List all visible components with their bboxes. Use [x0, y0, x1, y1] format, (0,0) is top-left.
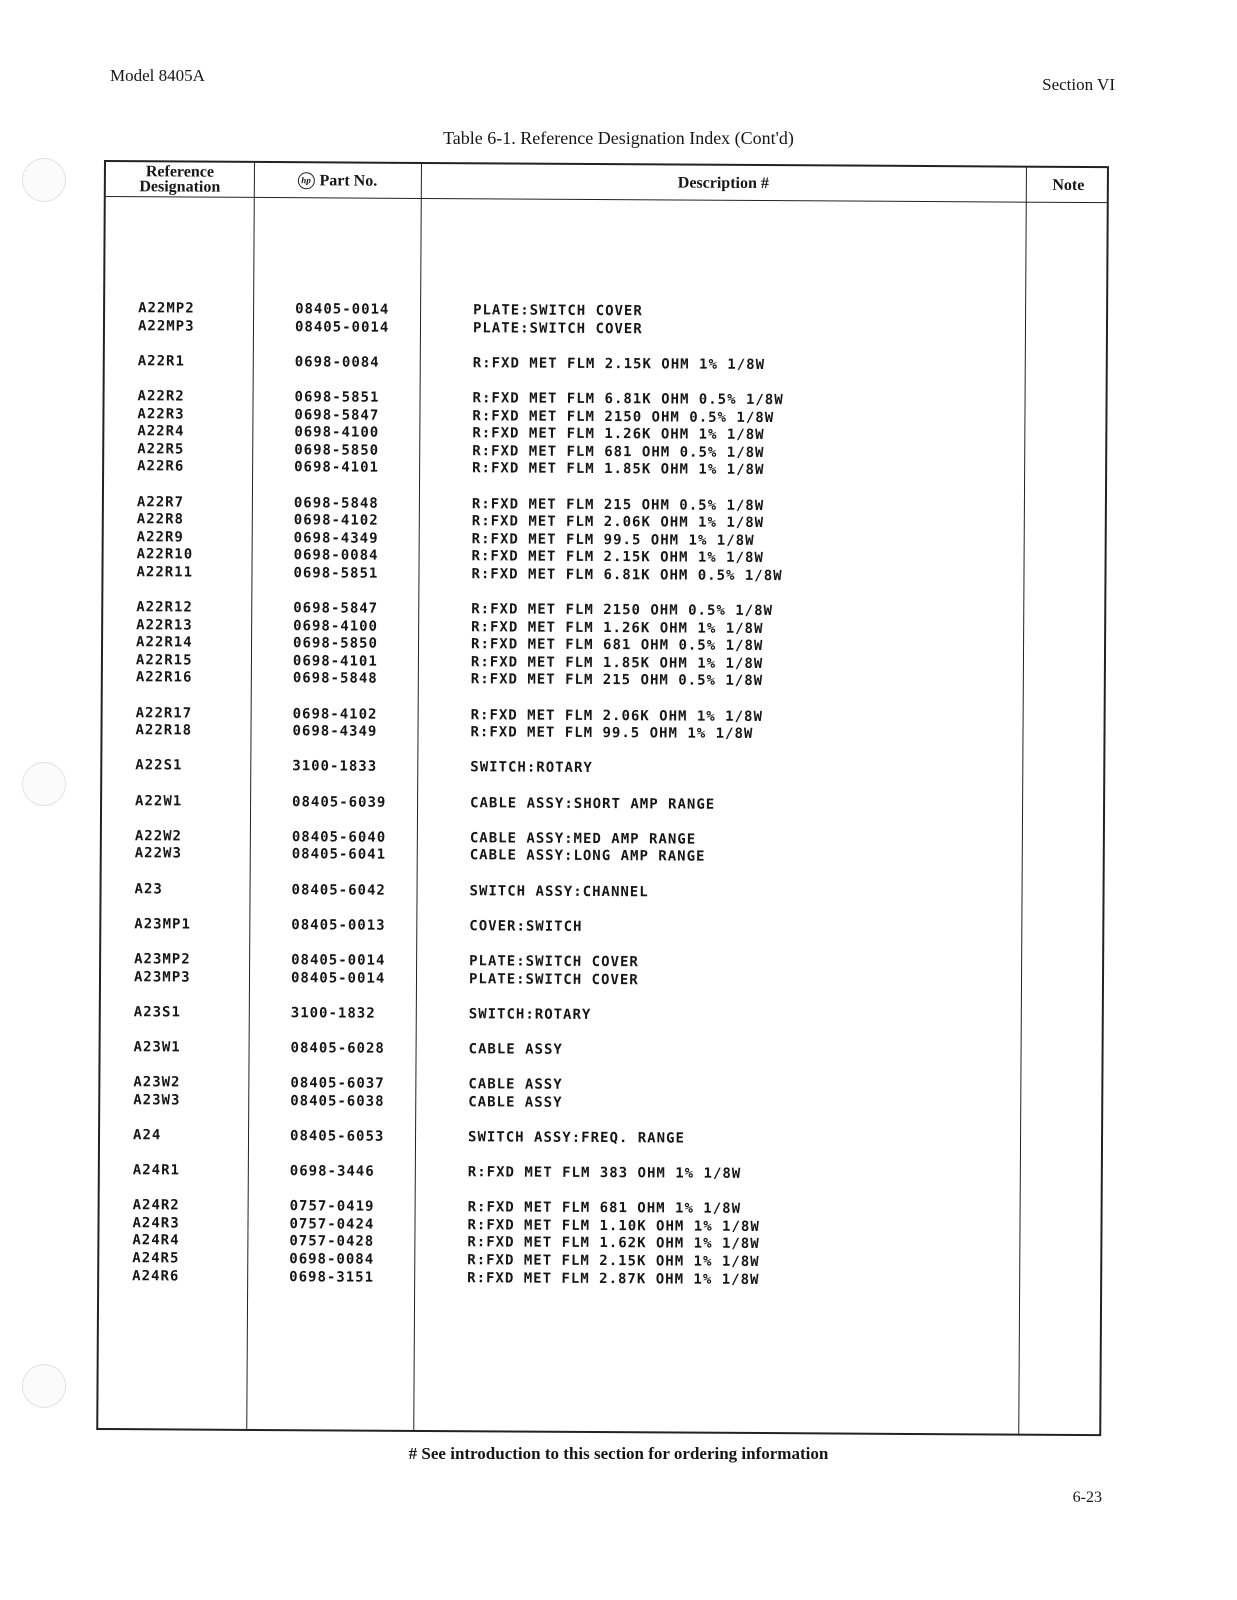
description-cell: R:FXD MET FLM 2150 OHM 0.5% 1/8W — [472, 407, 775, 426]
part-number-cell: 0698-0084 — [294, 353, 380, 371]
part-number-cell: 0698-5847 — [294, 406, 380, 424]
reference-designation-table — [96, 160, 1109, 1436]
reference-cell: A22R14 — [136, 634, 193, 651]
description-cell: R:FXD MET FLM 1.26K OHM 1% 1/8W — [472, 425, 765, 444]
part-number-cell: 0698-3151 — [289, 1268, 375, 1286]
part-number-cell: 08405-0014 — [295, 301, 390, 318]
part-number-cell: 08405-0014 — [290, 969, 386, 987]
punch-hole-2 — [22, 762, 66, 806]
part-number-cell: 0698-4101 — [292, 653, 378, 670]
part-number-cell: 3100-1832 — [290, 1004, 376, 1022]
section-label: Section VI — [1042, 75, 1115, 94]
description-cell: R:FXD MET FLM 2.15K OHM 1% 1/8W — [471, 548, 764, 567]
ordering-footnote: # See introduction to this section for ordering information — [408, 1444, 829, 1463]
part-number-cell: 3100-1833 — [292, 758, 378, 776]
reference-cell: A23 — [134, 880, 163, 897]
part-number-cell: 0698-4102 — [293, 512, 379, 529]
reference-cell: A23MP3 — [133, 968, 191, 986]
part-number-cell: 0698-5851 — [294, 389, 380, 406]
part-number-cell: 08405-6042 — [291, 881, 386, 899]
part-number-cell: 0698-4102 — [292, 705, 378, 723]
reference-cell: A22R8 — [136, 511, 185, 528]
description-cell: PLATE:SWITCH COVER — [473, 302, 643, 320]
reference-cell: A22R7 — [136, 493, 185, 511]
table-body — [99, 300, 1106, 1291]
reference-cell: A24R1 — [132, 1162, 181, 1179]
description-cell: SWITCH ASSY:FREQ. RANGE — [467, 1129, 685, 1147]
description-cell: R:FXD MET FLM 6.81K OHM 0.5% 1/8W — [471, 566, 783, 585]
reference-cell: A24R6 — [132, 1267, 180, 1285]
part-number-cell: 0698-4349 — [293, 529, 379, 547]
reference-cell: A23W1 — [133, 1039, 181, 1056]
part-number-cell: 08405-6053 — [289, 1128, 385, 1145]
reference-cell: A22MP3 — [137, 317, 195, 335]
part-number-cell: 0698-5850 — [294, 441, 380, 459]
part-number-cell: 08405-6040 — [291, 828, 387, 846]
reference-cell: A22R12 — [136, 599, 193, 616]
part-number-cell: 08405-6038 — [290, 1092, 385, 1110]
description-cell: R:FXD MET FLM 2.06K OHM 1% 1/8W — [470, 706, 763, 725]
column-header-part-label: Part No. — [319, 171, 378, 190]
reference-cell: A23W3 — [133, 1091, 181, 1109]
punch-hole-3 — [22, 1364, 66, 1408]
reference-cell: A22R17 — [135, 704, 193, 722]
description-cell: R:FXD MET FLM 2.87K OHM 1% 1/8W — [467, 1269, 760, 1288]
description-cell: PLATE:SWITCH COVER — [472, 319, 643, 337]
part-number-cell: 0698-4100 — [294, 424, 380, 441]
reference-cell: A22R5 — [137, 440, 185, 458]
reference-cell: A22R11 — [136, 564, 194, 581]
reference-cell: A22R2 — [137, 388, 185, 405]
reference-cell: A22MP2 — [138, 300, 195, 317]
description-cell: COVER:SWITCH — [469, 918, 583, 935]
reference-cell: A23S1 — [133, 1003, 182, 1021]
part-number-cell: 0698-4100 — [293, 617, 379, 635]
description-cell: R:FXD MET FLM 1.10K OHM 1% 1/8W — [467, 1217, 760, 1235]
column-header-description: Description # — [677, 174, 769, 192]
reference-cell: A24R4 — [132, 1232, 180, 1249]
reference-cell: A22S1 — [135, 757, 183, 774]
column-header-reference — [106, 162, 254, 197]
description-cell: R:FXD MET FLM 2.06K OHM 1% 1/8W — [471, 513, 765, 532]
part-number-cell: 0698-0084 — [293, 547, 379, 564]
part-number-cell: 0757-0424 — [289, 1216, 375, 1233]
description-cell: R:FXD MET FLM 1.85K OHM 1% 1/8W — [470, 654, 764, 672]
reference-cell: A22R1 — [137, 352, 185, 370]
page-number: 6-23 — [1072, 1489, 1102, 1506]
part-number-cell: 08405-6041 — [291, 846, 387, 864]
part-number-cell: 08405-6037 — [290, 1075, 385, 1092]
reference-cell: A22W3 — [134, 845, 182, 862]
part-number-cell: 0757-0428 — [289, 1233, 375, 1251]
reference-cell: A22R13 — [136, 616, 193, 634]
hp-logo-icon: hp — [297, 172, 314, 189]
reference-cell: A22R16 — [135, 669, 193, 687]
description-cell: R:FXD MET FLM 383 OHM 1% 1/8W — [467, 1164, 742, 1183]
part-number-cell: 0698-5848 — [292, 670, 378, 688]
description-cell: SWITCH:ROTARY — [468, 1005, 592, 1023]
table-title: Table 6-1. Reference Designation Index (Cont'd) — [443, 128, 794, 148]
column-header-note: Note — [1052, 176, 1085, 194]
part-number-cell: 0698-5847 — [293, 600, 379, 617]
reference-cell: A22R6 — [137, 458, 185, 475]
reference-cell: A24R3 — [132, 1215, 180, 1232]
description-cell: R:FXD MET FLM 1.62K OHM 1% 1/8W — [467, 1234, 760, 1253]
description-cell: PLATE:SWITCH COVER — [469, 953, 639, 971]
column-header-reference-line2: Designation — [139, 178, 221, 196]
part-number-cell: 0698-4101 — [294, 459, 380, 477]
reference-cell: A22R4 — [137, 423, 185, 440]
description-cell: R:FXD MET FLM 6.81K OHM 0.5% 1/8W — [472, 390, 784, 409]
punch-hole-1 — [22, 158, 66, 202]
description-cell: R:FXD MET FLM 1.85K OHM 1% 1/8W — [472, 460, 765, 479]
description-cell: R:FXD MET FLM 215 OHM 0.5% 1/8W — [471, 495, 765, 514]
part-number-cell: 08405-6039 — [292, 793, 387, 811]
part-number-cell: 0698-3446 — [289, 1163, 375, 1180]
description-cell: CABLE ASSY — [468, 1041, 563, 1058]
part-number-cell: 0757-0419 — [289, 1198, 375, 1215]
description-cell: R:FXD MET FLM 1.26K OHM 1% 1/8W — [471, 618, 764, 637]
reference-cell: A22W1 — [135, 792, 183, 810]
column-header-reference-line1: Reference — [145, 163, 215, 181]
part-number-cell: 0698-5851 — [293, 565, 379, 582]
reference-cell: A22R9 — [136, 528, 184, 546]
description-cell: R:FXD MET FLM 99.5 OHM 1% 1/8W — [471, 530, 755, 549]
reference-cell: A22R10 — [136, 546, 194, 563]
reference-cell: A22R18 — [135, 722, 193, 739]
reference-cell: A23MP1 — [134, 915, 191, 933]
description-cell: R:FXD MET FLM 2.15K OHM 1% 1/8W — [467, 1252, 760, 1271]
reference-cell: A22R3 — [137, 405, 185, 423]
description-cell: CABLE ASSY:MED AMP RANGE — [469, 830, 697, 848]
description-cell: CABLE ASSY:SHORT AMP RANGE — [470, 794, 716, 813]
description-cell: SWITCH ASSY:CHANNEL — [469, 882, 649, 900]
description-cell: PLATE:SWITCH COVER — [468, 970, 639, 988]
reference-cell: A22R15 — [135, 652, 193, 669]
reference-cell: A23MP2 — [134, 951, 191, 968]
description-cell: R:FXD MET FLM 99.5 OHM 1% 1/8W — [470, 724, 754, 743]
part-number-cell: 08405-0014 — [291, 952, 386, 969]
part-number-cell: 08405-6028 — [290, 1040, 385, 1057]
reference-cell: A24 — [132, 1127, 162, 1144]
part-number-cell: 0698-5848 — [293, 494, 379, 512]
description-cell: R:FXD MET FLM 681 OHM 1% 1/8W — [467, 1199, 742, 1218]
description-cell: R:FXD MET FLM 2150 OHM 0.5% 1/8W — [471, 601, 774, 620]
description-cell: R:FXD MET FLM 681 OHM 0.5% 1/8W — [470, 636, 764, 655]
description-cell: CABLE ASSY — [468, 1076, 563, 1093]
reference-cell: A24R2 — [132, 1197, 180, 1214]
description-cell: R:FXD MET FLM 681 OHM 0.5% 1/8W — [472, 443, 765, 461]
column-header-part — [254, 163, 421, 198]
part-number-cell: 0698-5850 — [293, 635, 378, 652]
part-number-cell: 08405-0013 — [291, 916, 386, 934]
part-number-cell: 08405-0014 — [294, 318, 390, 336]
part-number-cell: 0698-0084 — [289, 1251, 375, 1268]
model-label: Model 8405A — [110, 66, 205, 85]
description-cell: R:FXD MET FLM 215 OHM 0.5% 1/8W — [470, 671, 764, 690]
description-cell: CABLE ASSY:LONG AMP RANGE — [469, 847, 706, 866]
description-cell: R:FXD MET FLM 2.15K OHM 1% 1/8W — [472, 355, 766, 373]
part-number-cell: 0698-4349 — [292, 723, 378, 740]
reference-cell: A23W2 — [133, 1074, 181, 1091]
description-cell: SWITCH:ROTARY — [470, 759, 593, 777]
reference-cell: A24R5 — [132, 1250, 180, 1267]
description-cell: CABLE ASSY — [468, 1093, 563, 1111]
reference-cell: A22W2 — [134, 828, 183, 845]
